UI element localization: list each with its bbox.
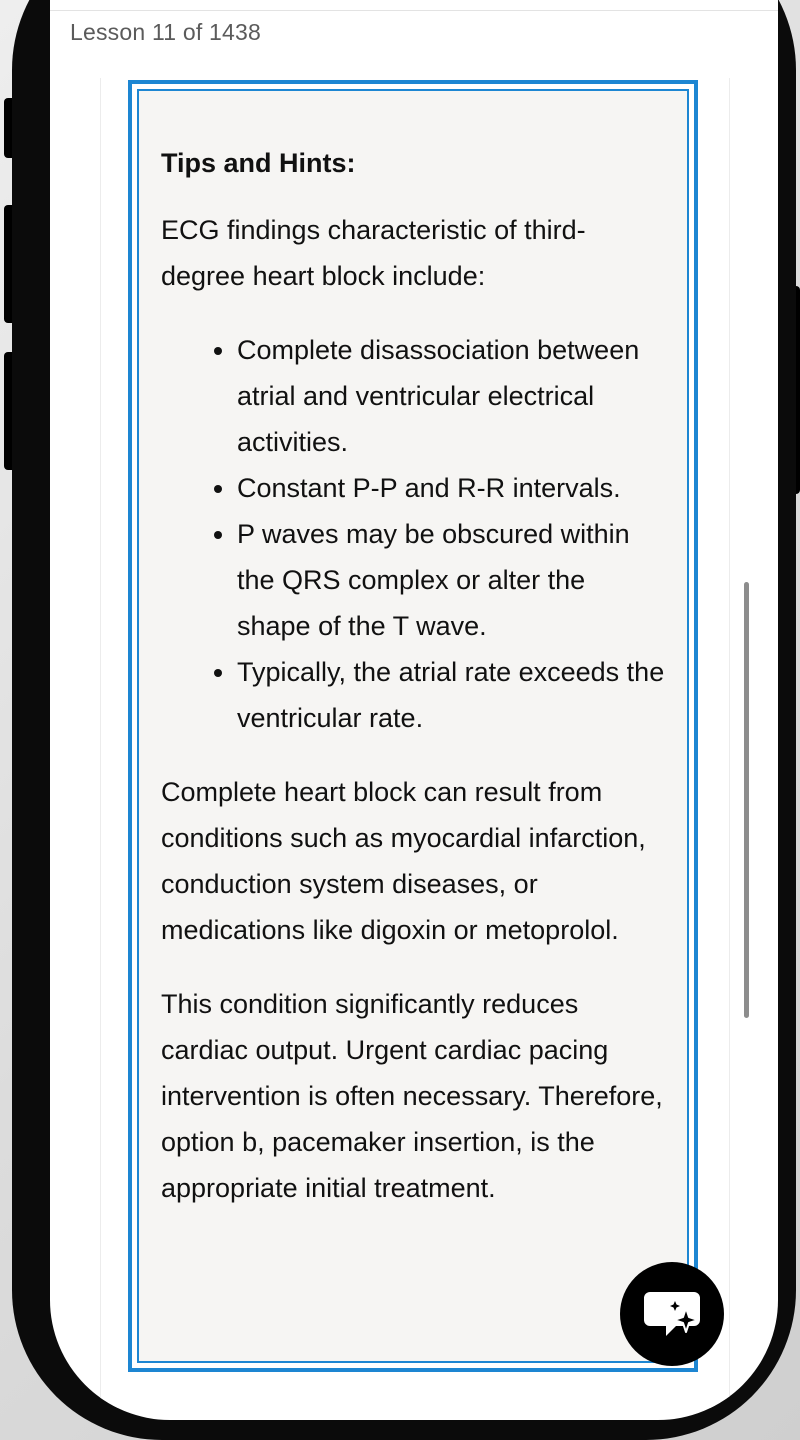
list-item: • Constant P-P and R-R intervals. [237,465,665,511]
tips-heading: Tips and Hints: [161,148,356,178]
list-item: • Complete disassociation between atrial and ventricular electrical activities. [237,327,665,465]
tips-intro: ECG findings characteristic of third-degree heart block include: [161,215,586,291]
list-item: • Typically, the atrial rate exceeds the ventricular rate. [237,649,665,741]
tips-treatment-paragraph: This condition significantly reduces cardiac output. Urgent cardiac pacing intervention is often necessary. Therefore, option b, pacemaker insertion, is the appropriate initial treatment. [161,989,663,1203]
app-screen [50,0,778,1420]
list-item: • P waves may be obscured within the QRS complex or alter the shape of the T wave. [237,511,665,649]
scrollbar[interactable] [744,582,749,1018]
tips-causes-paragraph: Complete heart block can result from conditions such as myocardial infarction, conduction system diseases, or medications like digoxin or metoprolol. [161,777,646,945]
chat-sparkle-icon [642,1288,702,1340]
chat-assistant-button[interactable] [620,1262,724,1366]
header-divider [50,10,778,11]
tips-bullet-list [161,327,665,741]
phone-frame [12,0,796,1440]
tips-inner-panel [137,89,689,1363]
lesson-progress-label: Lesson 11 of 1438 [70,19,261,45]
tips-and-hints-box [128,80,698,1372]
